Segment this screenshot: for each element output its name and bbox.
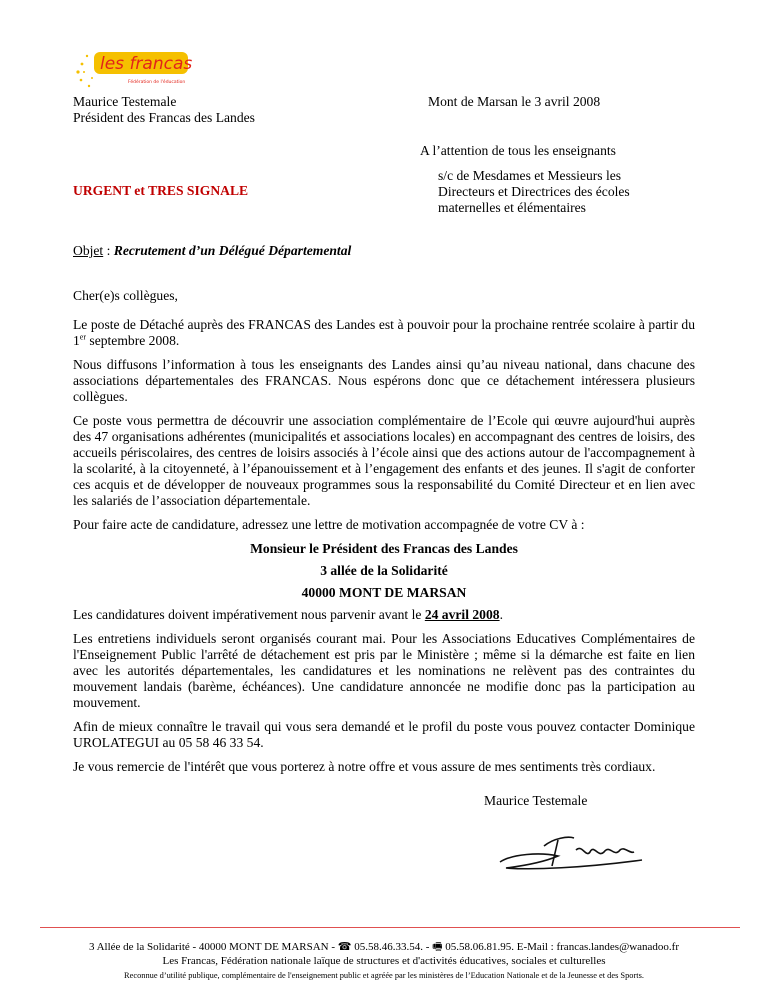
footer-federation: Les Francas, Fédération nationale laïque de structures et d'activités éducatives, sociales et culturelles — [162, 955, 606, 967]
paragraph-text: Le poste de Détaché auprès des FRANCAS des Landes est à pouvoir pour la prochaine rentrée scolaire à partir du 1 — [73, 317, 695, 348]
letter-body — [73, 317, 695, 783]
paragraph-text: septembre 2008. — [86, 333, 180, 348]
address-line: 3 allée de la Solidarité — [320, 563, 448, 578]
subject-sep: : — [103, 243, 114, 258]
paragraph: Je vous remercie de l'intérêt que vous porterez à notre offre et vous assure de mes sentiments très cordiaux. — [73, 759, 656, 774]
paragraph — [73, 317, 695, 349]
footer-contact: 3 Allée de la Solidarité - 40000 MONT DE MARSAN - ☎ 05.58.46.33.54. - 🖷 05.58.06.81.95. E-Mail : francas.landes@wanadoo.fr — [88, 941, 680, 953]
footer-recognition: Reconnue d’utilité publique, complémentaire de l'enseignement public et agréée par les ministères de l’Education Nationale et de la Jeunesse et des Sports. — [124, 971, 644, 980]
paragraph-text: Les candidatures doivent impérativement nous parvenir avant le — [73, 607, 425, 622]
urgent-notice: URGENT et TRES SIGNALE — [73, 183, 249, 198]
paragraph: Les entretiens individuels seront organisés courant mai. Pour les Associations Educatives Complémentaires de l'Enseignement Public l'arrêté de détachement est pris par le Ministère ; même si la démarche est faite en lien avec les autorités départementales, les candidatures et les nominations ne relèvent pas des contraintes du mouvement landais (barème, échéances). Une candidature annoncée ne modifie donc pas la participation au mouvement. — [73, 631, 695, 710]
logo-tagline: Fédération de l'éducation — [128, 80, 186, 85]
handwritten-signature — [492, 828, 657, 876]
logo-text: les francas — [100, 54, 193, 74]
subject-line — [73, 243, 351, 259]
paragraph — [73, 607, 695, 623]
cc-line: Directeurs et Directrices des écoles — [438, 184, 630, 199]
address-line: 40000 MONT DE MARSAN — [301, 585, 467, 600]
cc-line: maternelles et élémentaires — [438, 200, 586, 215]
sender-name: Maurice Testemale — [73, 94, 177, 109]
subject-label: Objet — [73, 243, 104, 258]
francas-logo — [70, 42, 210, 92]
letter-date: Mont de Marsan le 3 avril 2008 — [428, 94, 601, 109]
paragraph: Ce poste vous permettra de découvrir une association complémentaire de l’Ecole qui œuvre aujourd'hui auprès des 47 organisations adhérentes (municipalités et associations locales) en accompagnant des centres de loisirs, des accueils périscolaires, des centres de loisirs associés à l’école ainsi que des actions autour de l'accompagnement à la scolarité, à la citoyenneté, à l’épanouissement et à l’engagement des enfants et des jeunes. Il s'agit de conforter ces acquis et de développer de nouveaux programmes sous la responsabilité du Comité Directeur et en lien avec les salariés de l’association départementale. — [73, 413, 695, 508]
attention-line: A l’attention de tous les enseignants — [420, 143, 616, 158]
salutation: Cher(e)s collègues, — [73, 288, 178, 303]
paragraph: Pour faire acte de candidature, adressez une lettre de motivation accompagnée de votre CV à : — [73, 517, 585, 532]
signature-name: Maurice Testemale — [484, 793, 588, 808]
sender-title: Président des Francas des Landes — [73, 110, 255, 125]
cc-line: s/c de Mesdames et Messieurs les — [438, 168, 622, 183]
address-line: Monsieur le Président des Francas des Landes — [250, 541, 518, 556]
paragraph: Afin de mieux connaître le travail qui vous sera demandé et le profil du poste vous pouvez contacter Dominique UROLATEGUI au 05 58 46 33 54. — [73, 719, 695, 750]
deadline-date: 24 avril 2008 — [424, 607, 500, 622]
paragraph-text: . — [499, 607, 503, 622]
superscript: er — [79, 332, 87, 342]
cc-block — [438, 168, 630, 216]
footer-divider — [40, 927, 740, 928]
paragraph: Nous diffusons l’information à tous les enseignants des Landes ainsi qu’au niveau national, dans chacune des associations départementales des FRANCAS. Nous espérons donc que ce détachement intéressera plusieurs collègues. — [73, 357, 695, 404]
sender-block — [73, 94, 255, 126]
subject-text: Recrutement d’un Délégué Départemental — [113, 243, 352, 258]
